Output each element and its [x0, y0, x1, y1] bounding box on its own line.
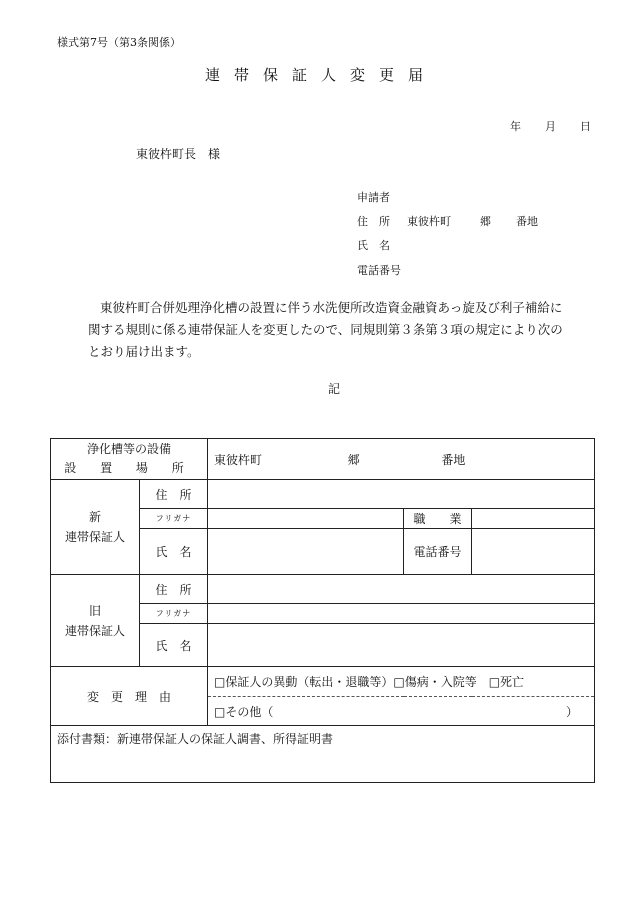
old-name-label: 氏 名 [140, 624, 208, 667]
old-address-row [51, 575, 595, 604]
new-furigana-field[interactable] [208, 509, 404, 529]
applicant-address-town: 東彼杵町 [407, 215, 451, 228]
new-address-field[interactable] [208, 480, 595, 509]
date-year-label: 年 [510, 120, 521, 133]
location-banchi: 番地 [441, 452, 466, 467]
applicant-label: 申請者 [357, 191, 390, 204]
location-go: 郷 [347, 452, 360, 467]
old-label-1: 旧 [88, 603, 101, 618]
reason-option-2[interactable] [208, 697, 595, 726]
old-label-2: 連帯保証人 [64, 623, 125, 638]
new-label-1: 新 [88, 510, 101, 524]
new-occupation-label: 職 業 [404, 509, 472, 529]
new-phone-label: 電話番号 [404, 529, 472, 575]
body-line-1: 東彼杵町合併処理浄化槽の設置に伴う水洗便所改造資金融資あっ旋及び利子補給に [100, 300, 563, 315]
form-title: 連帯保証人変更届 [204, 66, 437, 84]
reason-other-open: □その他（ [214, 704, 274, 719]
addressee: 東彼杵町長 様 [136, 147, 221, 161]
new-label-2: 連帯保証人 [64, 530, 125, 544]
reason-row-1 [51, 667, 595, 697]
reason-other-close: ） [566, 704, 579, 719]
old-name-field[interactable] [208, 624, 595, 667]
new-furigana-label: フリガナ [140, 509, 208, 529]
old-address-label: 住 所 [140, 575, 208, 604]
new-guarantor-label-cell [51, 480, 140, 575]
location-row [51, 439, 595, 480]
location-label-line2: 設 置 場 所 [64, 461, 194, 475]
date-day-label: 日 [580, 120, 591, 133]
reason-label: 変 更 理 由 [51, 667, 208, 726]
location-town: 東彼杵町 [214, 452, 263, 467]
attachments-row [51, 726, 595, 783]
applicant-address-banchi: 番地 [516, 215, 538, 228]
applicant-name-label: 氏 名 [357, 239, 390, 252]
ki-heading: 記 [327, 382, 340, 396]
applicant-phone-label: 電話番号 [357, 264, 401, 277]
new-address-label: 住 所 [140, 480, 208, 509]
old-guarantor-label-cell [51, 575, 140, 667]
old-furigana-field[interactable] [208, 604, 595, 624]
old-address-field[interactable] [208, 575, 595, 604]
attachments-cell: 添付書類：新連帯保証人の保証人調書、所得証明書 [51, 726, 595, 783]
new-occupation-field[interactable] [472, 509, 595, 529]
body-line-2: 関する規則に係る連帯保証人を変更したので、同規則第３条第３項の規定により次の [88, 322, 563, 337]
new-address-row [51, 480, 595, 509]
location-label-cell [51, 439, 208, 480]
new-name-field[interactable] [208, 529, 404, 575]
old-furigana-label: フリガナ [140, 604, 208, 624]
form-table [50, 438, 595, 783]
location-value-cell[interactable] [208, 439, 595, 480]
reason-option-1[interactable]: □保証人の異動（転出・退職等）□傷病・入院等 □死亡 [208, 667, 595, 697]
date-month-label: 月 [545, 120, 556, 133]
applicant-address-label: 住 所 [357, 215, 390, 228]
form-number: 様式第7号（第3条関係） [57, 36, 181, 49]
body-text [88, 297, 600, 363]
applicant-address-go: 郷 [480, 215, 491, 228]
body-line-3: とおり届け出ます。 [88, 344, 200, 359]
new-name-label: 氏 名 [140, 529, 208, 575]
location-label-line1: 浄化槽等の設備 [87, 442, 172, 456]
new-phone-field[interactable] [472, 529, 595, 575]
